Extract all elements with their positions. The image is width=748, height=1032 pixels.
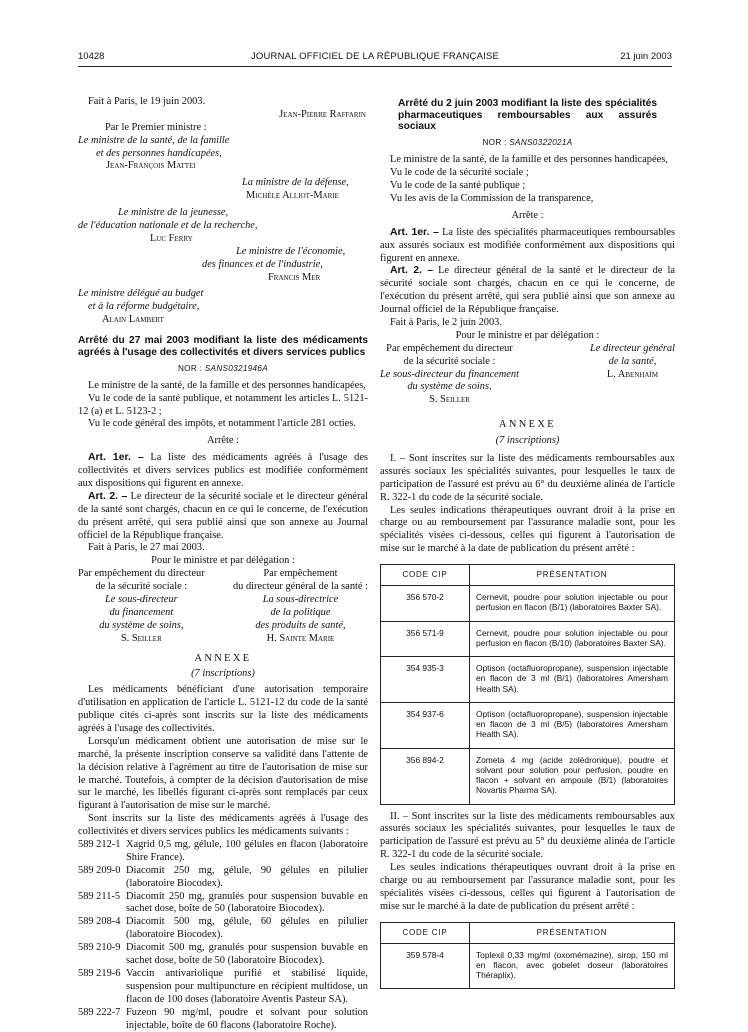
arrete-title: Arrêté du 27 mai 2003 modifiant la liste des médicaments agréés à l'usage des collectivités et divers services publics	[78, 335, 368, 358]
signatory-title: Le ministre de la santé, de la famille	[78, 134, 230, 146]
signatory-pm: Jean-Pierre Raffarin	[279, 108, 366, 120]
nor-code: SANS0322021A	[509, 138, 573, 148]
medication-item	[78, 968, 368, 1007]
delegation-text: Le directeur général	[589, 342, 675, 354]
article-text: La liste des spécialités pharmaceutiques remboursables aux assurés sociaux est modifiée conformément aux dispositions qui figurent en annexe.	[380, 226, 675, 264]
medication-code: 589 219-6	[78, 967, 121, 979]
medication-item	[78, 942, 368, 968]
signatory-name: Michèle Alliot-Marie	[246, 190, 339, 202]
medication-item	[78, 891, 368, 917]
arrete-label: Arrête :	[206, 435, 240, 447]
table-row	[381, 702, 675, 748]
article-label: Art. 2. –	[88, 490, 128, 502]
presentation-text: Optison (octafluoropropane), suspension injectable en flacon de 3 ml (B/1) (laboratoires Amersham Health SA).	[470, 657, 675, 703]
medication-code: 589 209-0	[78, 864, 121, 876]
delegation-text: du système de soins,	[407, 381, 492, 393]
presentation-text: Toplexil 0,33 mg/ml (oxomémazine), sirop, 150 ml en flacon, avec gobelet doseur (laboratoires Théraplix).	[470, 943, 675, 989]
signatory-title: Le ministre délégué au budget	[78, 288, 204, 300]
annexe-paragraph: Lorsqu'un médicament obtient une autorisation de mise sur le marché, la présente inscription conserve sa validité dans l'attente de la décision relative à l'agrément au titre de l'autorisation de mise sur le marché. Toutefois, à compter de la décision d'autorisation de mise sur le marché, les libellés figurant ci-après sont remplacés par ceux figurant à l'autorisation de mise sur le marché.	[78, 735, 368, 812]
delegation-text: Par empêchement du directeur	[386, 342, 513, 354]
signatory-name: L. Abenhaïm	[606, 368, 659, 380]
signatory-name: S. Seiller	[429, 394, 470, 406]
delegation-signatures	[380, 343, 675, 407]
table-row	[381, 943, 675, 989]
medication-code: 589 212-1	[78, 839, 121, 851]
fait-line: Fait à Paris, le 2 juin 2003.	[390, 317, 502, 329]
article-2	[380, 265, 675, 317]
issue-date: 21 juin 2003	[620, 51, 672, 62]
cip-code: 354 935-3	[381, 657, 470, 703]
delegation-text: Par empêchement	[263, 568, 338, 580]
article-text: La liste des médicaments agréés à l'usage des collectivités et divers services publics est modifiée conformément aux dispositions qui figurent en annexe.	[78, 452, 368, 489]
medication-code: 589 210-9	[78, 942, 121, 954]
signatory-title: et des personnes handicapées,	[96, 147, 222, 159]
header-rule	[78, 66, 672, 67]
column-header-presentation: PRÉSENTATION	[470, 565, 675, 586]
medication-description: Diacomit 500 mg, gélule, 60 gélules en pilulier (laboratoire Biocodex).	[126, 916, 368, 941]
cip-code: 359 578-4	[381, 943, 470, 989]
annexe-paragraph: I. – Sont inscrites sur la liste des médicaments remboursables aux assurés sociaux les spécialités suivantes, pour lesquelles le taux de participation de l'assuré est prévu au 6° du deuxième alinéa de l'article R. 322-1 du code de la sécurité sociale.	[380, 453, 675, 503]
article-label: Art. 1er. –	[88, 452, 144, 464]
presentation-text: Optison (octafluoropropane), suspension injectable en flacon de 3 ml (B/5) (laboratoires Amersham Health SA).	[470, 702, 675, 748]
left-column	[78, 96, 368, 1032]
visa-paragraph: Vu le code de la santé publique, et notamment les articles L. 5121-12 (a) et L. 5123-2 ;	[78, 392, 368, 417]
page-header	[78, 51, 672, 65]
signatory-title: La ministre de la défense,	[242, 177, 349, 189]
signatory-name: Jean-François Mattei	[106, 160, 196, 172]
cip-code: 356 894-2	[381, 748, 470, 804]
signatory-name: Alain Lambert	[102, 314, 164, 326]
medication-code: 589 208-4	[78, 916, 121, 928]
signature-date: Fait à Paris, le 19 juin 2003.	[88, 96, 206, 107]
signatory-name: Francis Mer	[268, 271, 321, 283]
column-header-code: CODE CIP	[381, 922, 470, 943]
signatory-title: Le ministre de la jeunesse,	[118, 207, 229, 219]
annexe-paragraph: Les médicaments bénéficiant d'une autorisation temporaire d'utilisation en application de l'article L. 5121-12 du code de la santé publique cités ci-après sont inscrits sur la liste des médicaments agréés à l'usage des collectivités.	[78, 684, 368, 735]
medication-code: 589 222-7	[78, 1006, 121, 1018]
cip-code: 354 937-6	[381, 702, 470, 748]
article-text: Le directeur de la sécurité sociale et le directeur général de la santé sont chargés, chacun en ce qui le concerne, de l'exécution du présent arrêté, qui sera publié ainsi que son annexe au Journal officiel de la République française.	[78, 490, 368, 541]
signatory-title: de l'éducation nationale et de la recherche,	[78, 220, 258, 232]
medication-list	[78, 839, 368, 1032]
visa-paragraph: Vu le code général des impôts, et notamment l'article 281 octies.	[88, 418, 356, 430]
annexe-paragraph: Les seules indications thérapeutiques ouvrant droit à la prise en charge ou au remboursement par l'assurance maladie sont, pour les spécialités visées ci-dessous, celles qui figurent à l'autorisation de mise sur le marché à la date de publication du présent arrêté :	[380, 504, 675, 555]
article-label: Art. 1er. –	[390, 226, 439, 238]
medication-item	[78, 916, 368, 942]
article-label: Art. 2. –	[390, 265, 434, 277]
delegation-text: de la santé,	[608, 355, 657, 367]
table-row	[381, 621, 675, 657]
column-header-code: CODE CIP	[381, 565, 470, 586]
visa-paragraph: Le ministre de la santé, de la famille et des personnes handicapées,	[88, 379, 366, 391]
delegation-signatures	[78, 568, 368, 645]
right-column	[380, 96, 675, 989]
journal-title: JOURNAL OFFICIEL DE LA RÉPUBLIQUE FRANÇAISE	[250, 51, 500, 62]
nor-label: NOR :	[482, 138, 510, 148]
annexe-paragraph: II. – Sont inscrites sur la liste des médicaments remboursables aux assurés sociaux les spécialités suivantes, pour lesquelles le taux de participation de l'assuré est prévu au 5° du deuxième alinéa de l'article R. 322-1 du code de la sécurité sociale.	[380, 810, 675, 861]
table-row	[381, 586, 675, 622]
cip-table-2	[380, 922, 675, 990]
delegation-line: Pour le ministre et par délégation :	[151, 555, 295, 567]
table-row	[381, 657, 675, 703]
annexe-heading: ANNEXE	[194, 652, 252, 664]
cip-table-1	[380, 564, 675, 804]
nor-reference	[380, 138, 675, 148]
medication-description: Xagrid 0,5 mg, gélule, 100 gélules en flacon (laboratoire Shire France).	[126, 839, 368, 863]
medication-description: Diacomit 250 mg, granulés pour suspension buvable en sachet dose, boîte de 50 (laboratoire Biocodex).	[126, 890, 368, 915]
nor-reference	[78, 364, 368, 374]
page-number: 10428	[78, 51, 105, 62]
visa-paragraph: Le ministre de la santé, de la famille et des personnes handicapées,	[390, 154, 668, 166]
visa-paragraph: Vu le code de la santé publique ;	[390, 180, 526, 192]
medication-item	[78, 839, 368, 865]
nor-label: NOR :	[177, 363, 205, 373]
signatory-title: Le ministre de l'économie,	[236, 245, 346, 257]
table-row	[381, 748, 675, 804]
delegation-text: du directeur général de la santé :	[232, 581, 368, 593]
signatory-title: des finances et de l'industrie,	[202, 258, 323, 270]
delegation-text: de la sécurité sociale :	[95, 581, 188, 593]
delegation-text: de la sécurité sociale :	[403, 355, 496, 367]
delegation-left	[380, 343, 519, 407]
delegation-text: La sous-directrice	[262, 594, 339, 605]
nor-code: SANS0321946A	[204, 363, 269, 373]
signatory-name: S. Seiller	[120, 632, 162, 644]
delegation-right	[590, 343, 675, 407]
delegation-text: Le sous-directeur	[105, 594, 178, 605]
delegation-line: Pour le ministre et par délégation :	[455, 329, 600, 341]
medication-description: Fuzeon 90 mg/ml, poudre et solvant pour solution injectable, boîte de 60 flacons (laboratoire Roche).	[126, 1006, 368, 1031]
medication-item	[78, 865, 368, 891]
annexe-paragraph: Sont inscrits sur la liste des médicaments agréés à l'usage des collectivités et divers services publics les médicaments suivants :	[78, 813, 368, 838]
inscriptions-count: (7 inscriptions)	[495, 435, 560, 447]
fait-line: Fait à Paris, le 27 mai 2003.	[88, 542, 205, 554]
delegation-right	[233, 568, 368, 645]
delegation-text: de la politique	[270, 606, 331, 618]
medication-item	[78, 1007, 368, 1032]
medication-code: 589 211-5	[78, 890, 121, 902]
cip-code: 356 571-9	[381, 621, 470, 657]
signatory-name: H. Sainte Marie	[266, 632, 335, 644]
arrete-label: Arrête :	[511, 209, 544, 221]
presentation-text: Cernevit, poudre pour solution injectable ou pour perfusion en flacon (B/1) (laboratoires Baxter SA).	[470, 586, 675, 622]
medication-description: Vaccin antivariolique purifié et stabilisé liquide, suspension pour multipuncture en récipient multidose, un flacon de 100 doses (laboratoire Aventis Pasteur SA).	[126, 967, 368, 1005]
delegation-text: des produits de santé,	[255, 619, 346, 631]
cip-code: 356 570-2	[381, 586, 470, 622]
medication-description: Diacomit 250 mg, gélule, 90 gélules en pilulier (laboratoire Biocodex).	[126, 864, 368, 889]
annexe-paragraph: Les seules indications thérapeutiques ouvrant droit à la prise en charge ou au remboursement par l'assurance maladie sont, pour les spécialités visées ci-dessous, celles qui figurent à l'autorisation de mise sur le marché à la date de publication du présent arrêté :	[380, 862, 675, 912]
article-text: Le directeur général de la santé et le directeur de la sécurité sociale sont chargés, chacun en ce qui le concerne, de l'exécution du présent arrêté, qui sera publié ainsi que son annexe au Journal officiel de la République française.	[380, 265, 675, 316]
article-1	[78, 452, 368, 491]
signature-par: Par le Premier ministre :	[105, 121, 207, 133]
article-2	[78, 491, 368, 543]
inscriptions-count: (7 inscriptions)	[191, 668, 255, 680]
signatory-title: et à la réforme budgétaire,	[88, 301, 200, 313]
signatory-name: Luc Ferry	[150, 232, 193, 244]
column-header-presentation: PRÉSENTATION	[470, 922, 675, 943]
delegation-text: Par empêchement du directeur	[78, 568, 205, 580]
delegation-text: Le sous-directeur du financement	[380, 368, 519, 380]
article-1	[380, 227, 675, 266]
visa-paragraph: Vu les avis de la Commission de la transparence,	[390, 193, 594, 204]
arrete-title: Arrêté du 2 juin 2003 modifiant la liste des spécialités pharmaceutiques remboursables aux assurés sociaux	[398, 98, 657, 133]
delegation-left	[78, 568, 205, 645]
visa-paragraph: Vu le code de la sécurité sociale ;	[390, 167, 529, 179]
delegation-text: du système de soins,	[99, 619, 184, 631]
presentation-text: Zometa 4 mg (acide zolédronique), poudre et solvant pour solution pour perfusion, poudre en flacon + solvant en ampoule (B/1) (laboratoires Novartis Pharma SA).	[470, 748, 675, 804]
delegation-text: du financement	[109, 606, 174, 618]
medication-description: Diacomit 500 mg, granulés pour suspension buvable en sachet dose, boîte de 50 (laboratoire Biocodex).	[126, 942, 368, 967]
annexe-heading: ANNEXE	[498, 419, 557, 431]
presentation-text: Cernevit, poudre pour solution injectable ou pour perfusion en flacon (B/10) (laboratoires Baxter SA).	[470, 621, 675, 657]
